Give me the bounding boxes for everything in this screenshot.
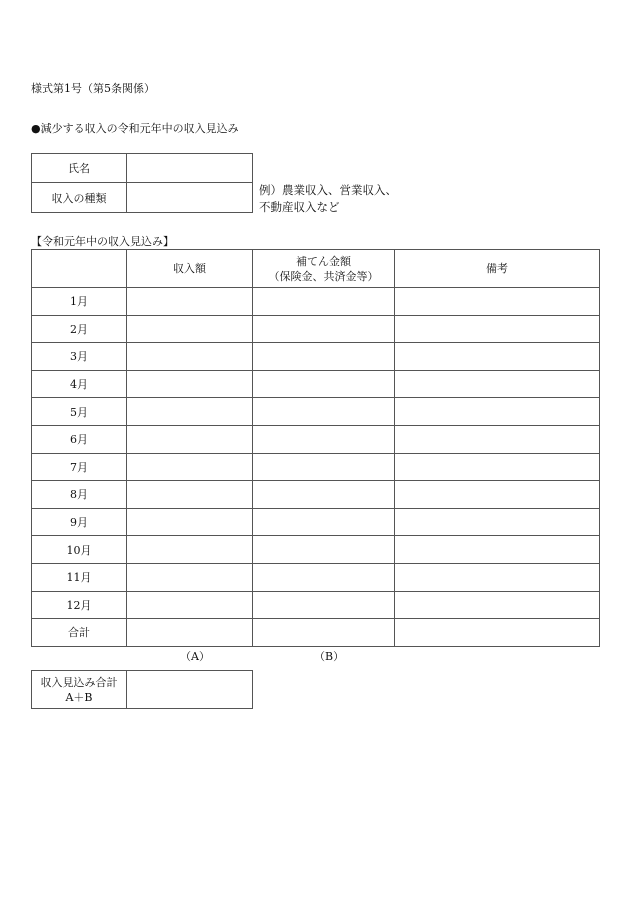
income-cell[interactable] (127, 591, 253, 619)
row-label: 11月 (32, 563, 127, 591)
remarks-cell[interactable] (395, 315, 600, 343)
row-label: 4月 (32, 370, 127, 398)
compensation-cell[interactable] (253, 563, 395, 591)
remarks-cell[interactable] (395, 591, 600, 619)
header-income: 収入額 (127, 250, 253, 288)
income-cell[interactable] (127, 619, 253, 647)
income-cell[interactable] (127, 288, 253, 316)
row-label: 7月 (32, 453, 127, 481)
table-row (32, 481, 600, 509)
footnote-b: （B） (314, 650, 345, 663)
compensation-cell[interactable] (253, 398, 395, 426)
income-cell[interactable] (127, 563, 253, 591)
total-label-line1: 収入見込み合計 (40, 675, 118, 689)
info-table (31, 153, 253, 213)
row-label: 5月 (32, 398, 127, 426)
table-row (32, 398, 600, 426)
table-row (32, 619, 600, 647)
section-title: 【令和元年中の収入見込み】 (31, 235, 174, 248)
compensation-cell[interactable] (253, 591, 395, 619)
name-row (32, 154, 253, 183)
total-label-line2: A＋B (65, 690, 93, 704)
header-compensation (253, 250, 395, 288)
total-label (32, 671, 127, 709)
compensation-cell[interactable] (253, 453, 395, 481)
remarks-cell[interactable] (395, 370, 600, 398)
compensation-cell[interactable] (253, 370, 395, 398)
name-label: 氏名 (32, 154, 127, 183)
remarks-cell[interactable] (395, 619, 600, 647)
table-row (32, 315, 600, 343)
income-type-row (32, 183, 253, 213)
row-label: 10月 (32, 536, 127, 564)
table-row (32, 591, 600, 619)
income-type-label: 収入の種類 (32, 183, 127, 213)
total-row (32, 671, 253, 709)
remarks-cell[interactable] (395, 508, 600, 536)
row-label: 9月 (32, 508, 127, 536)
income-cell[interactable] (127, 508, 253, 536)
income-cell[interactable] (127, 398, 253, 426)
income-cell[interactable] (127, 425, 253, 453)
row-label: 8月 (32, 481, 127, 509)
remarks-cell[interactable] (395, 288, 600, 316)
remarks-cell[interactable] (395, 343, 600, 371)
row-label: 3月 (32, 343, 127, 371)
table-header-row (32, 250, 600, 288)
header-compensation-line2: （保険金、共済金等） (268, 269, 379, 283)
row-label: 1月 (32, 288, 127, 316)
remarks-cell[interactable] (395, 481, 600, 509)
remarks-cell[interactable] (395, 453, 600, 481)
income-cell[interactable] (127, 536, 253, 564)
table-row (32, 536, 600, 564)
row-label: 6月 (32, 425, 127, 453)
form-number: 様式第1号（第5条関係） (31, 82, 155, 95)
remarks-cell[interactable] (395, 425, 600, 453)
table-row (32, 343, 600, 371)
total-field[interactable] (127, 671, 253, 709)
page-heading: ●減少する収入の令和元年中の収入見込み (31, 122, 239, 135)
row-label: 合計 (32, 619, 127, 647)
compensation-cell[interactable] (253, 315, 395, 343)
compensation-cell[interactable] (253, 508, 395, 536)
footnote-a: （A） (180, 650, 210, 663)
table-row (32, 370, 600, 398)
remarks-cell[interactable] (395, 563, 600, 591)
income-cell[interactable] (127, 453, 253, 481)
example-note-line2: 不動産収入など (259, 200, 340, 214)
example-note (259, 182, 397, 216)
row-label: 12月 (32, 591, 127, 619)
compensation-cell[interactable] (253, 536, 395, 564)
table-row (32, 453, 600, 481)
table-row (32, 425, 600, 453)
remarks-cell[interactable] (395, 536, 600, 564)
income-cell[interactable] (127, 370, 253, 398)
table-row (32, 563, 600, 591)
income-cell[interactable] (127, 315, 253, 343)
income-cell[interactable] (127, 481, 253, 509)
row-label: 2月 (32, 315, 127, 343)
income-type-field[interactable] (127, 183, 253, 213)
income-table (31, 249, 600, 647)
example-note-line1: 例）農業収入、営業収入、 (259, 183, 397, 197)
header-compensation-line1: 補てん金額 (296, 254, 351, 268)
total-table (31, 670, 253, 709)
table-row (32, 288, 600, 316)
header-remarks: 備考 (395, 250, 600, 288)
compensation-cell[interactable] (253, 343, 395, 371)
remarks-cell[interactable] (395, 398, 600, 426)
income-cell[interactable] (127, 343, 253, 371)
compensation-cell[interactable] (253, 288, 395, 316)
compensation-cell[interactable] (253, 425, 395, 453)
compensation-cell[interactable] (253, 481, 395, 509)
header-corner (32, 250, 127, 288)
name-field[interactable] (127, 154, 253, 183)
compensation-cell[interactable] (253, 619, 395, 647)
table-row (32, 508, 600, 536)
